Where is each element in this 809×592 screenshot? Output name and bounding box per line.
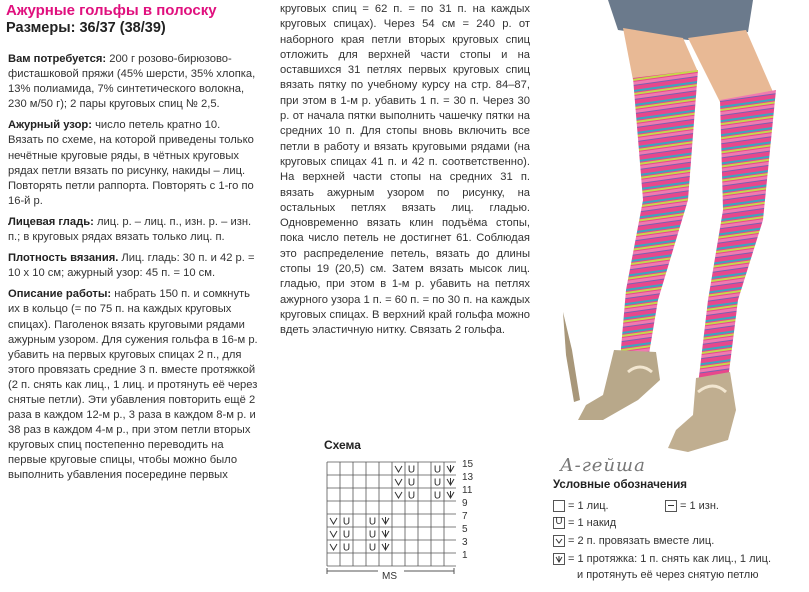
- chart-yarn-over-mark: U: [407, 477, 416, 489]
- instructions-continued-paragraph: круговых спиц = 62 п. = по 31 п. на каждых круговых спицах). Через 54 см = 240 р. от наборного края петли вторых круговых спиц отложить для верхней части стопы и на оставшихся 31 петлях первых круговых спиц вязать пятку по учебному курсу на стр. 84–87, при этом в 1-м р. убавить 1 п. = 30 п. Через 30 р. от начала пятки выполнить чашечку пятки на средних 10 п. Для стопы вновь включить все петли в работу и вязать круговыми рядами (на круговых спицах 41 п. и 42 п. соответственно). На верхней части стопы на средних 31 п. вязать ажурным узором по рисунку, на остальных петлях вязать лиц. гладью. Одновременно вязать клин подъёма стопы, пока число петель не достигнет 61. Соблюдая это распределение петель, вязать до длины стопы 19 (20,5) см. Затем вязать мысок лиц. гладью, при этом в 1-м р. убавить на петлях ажурного узора 1 п. = 60 п. = по 30 п. на каждых круговых спицах. В верхний край гольфа можно вдеть эластичную нитку. Связать 2 гольфа.: [280, 3, 530, 337]
- legend-item-s2kp: = 1 протяжка: 1 п. снять как лиц., 1 лиц.: [553, 553, 771, 565]
- chart-central-decrease-mark: [382, 543, 389, 550]
- lace-pattern-paragraph: Ажурный узор: число петель кратно 10. Вязать по схеме, на которой приведены только нечётные круговые ряды, в чётных круговых рядах петли вязать по рисунку, накиды – лиц. Повторять петли раппорта. Повторять с 1-го по 16-й р.: [8, 119, 254, 207]
- chart-yarn-over-mark: U: [433, 490, 442, 502]
- legend-title: Условные обозначения: [553, 479, 688, 491]
- gauge-paragraph: Плотность вязания. Лиц. гладь: 30 п. и 42 р. = 10 х 10 см; ажурный узор: 45 п. = 10 см.: [8, 252, 255, 280]
- legend-item-knit: = 1 лиц.: [553, 500, 609, 512]
- chart-k2tog-mark: [395, 466, 402, 472]
- row-number: 11: [462, 485, 473, 496]
- chart-yarn-over-mark: U: [433, 464, 442, 476]
- chart-k2tog-mark: [395, 492, 402, 498]
- chart-yarn-over-mark: U: [407, 490, 416, 502]
- chart-yarn-over-mark: U: [342, 542, 351, 554]
- chart-yarn-over-mark: U: [342, 529, 351, 541]
- chart-title: Схема: [324, 438, 361, 452]
- chart-central-decrease-mark: [382, 517, 389, 524]
- left-text-column: [8, 52, 258, 484]
- stockinette-paragraph: Лицевая гладь: лиц. р. – лиц. п., изн. р. – изн. п.; в круговых рядах вязать только лиц. п.: [8, 215, 252, 244]
- legend-item-purl: = 1 изн.: [665, 500, 719, 512]
- k2tog-icon: [553, 535, 565, 547]
- chart-k2tog-mark: [330, 531, 337, 537]
- yarn-over-icon: U: [553, 517, 565, 529]
- chart-yarn-over-mark: U: [342, 516, 351, 528]
- chart-central-decrease-mark: [447, 465, 454, 472]
- row-number: 5: [462, 524, 468, 535]
- chart-yarn-over-mark: U: [368, 516, 377, 528]
- chart-yarn-over-mark: U: [368, 529, 377, 541]
- sizes-label: Размеры: 36/37 (38/39): [6, 20, 166, 36]
- row-number: 15: [462, 459, 474, 470]
- legend-item-s2kp-continued: и протянуть её через снятую петлю: [577, 569, 759, 581]
- row-number: 1: [462, 550, 468, 561]
- chart-yarn-over-mark: U: [407, 464, 416, 476]
- knit-symbol-icon: [553, 500, 565, 512]
- chart-k2tog-mark: [395, 479, 402, 485]
- chart-central-decrease-mark: [382, 530, 389, 537]
- chart-k2tog-mark: [330, 518, 337, 524]
- row-number: 3: [462, 537, 468, 548]
- central-decrease-icon: [553, 553, 565, 565]
- chart-k2tog-mark: [330, 544, 337, 550]
- knitting-chart: [326, 460, 456, 572]
- row-number: 13: [462, 472, 474, 483]
- chart-central-decrease-mark: [447, 491, 454, 498]
- instructions-paragraph: Описание работы: набрать 150 п. и сомкнуть их в кольцо (= по 75 п. на каждых круговых спицах). Паголенок вязать круговыми рядами ажурным узором. Для сужения гольфа в 16-м р. убавить на первых круговых спицах 2 п., для этого провязать средние 3 п. вместе протяжкой (2 п. снять как лиц., 1 лиц. и протянуть её через снятые петли). Эти убавления повторить ещё 2 раза в каждом 12-м р., 3 раза в каждом 8-м р. и 38 раз в каждом 4-м р., при этом петли вторых круговых спиц постепенно переводить на первые круговые спицы, чтобы можно было выполнить убавления посередине первых: [8, 288, 258, 482]
- chart-yarn-over-mark: U: [368, 542, 377, 554]
- legend-item-yarn-over: U = 1 накид: [553, 517, 616, 529]
- watermark-signature: А-гейша: [560, 455, 646, 476]
- chart-yarn-over-mark: U: [433, 477, 442, 489]
- purl-symbol-icon: [665, 500, 677, 512]
- chart-central-decrease-mark: [447, 478, 454, 485]
- row-number: 9: [462, 498, 468, 509]
- product-photo: [548, 0, 809, 470]
- page-title: Ажурные гольфы в полоску: [6, 2, 217, 19]
- repeat-label: MS: [382, 571, 397, 582]
- row-number: 7: [462, 511, 468, 522]
- legend-item-k2tog: = 2 п. провязать вместе лиц.: [553, 535, 714, 547]
- materials-paragraph: Вам потребуется: 200 г розово-бирюзово-фисташковой пряжи (45% шерсти, 35% хлопка, 13% полиамида, 7% синтетического волокна, 230 м/50 г); 2 пары круговых спиц № 2,5.: [8, 53, 256, 111]
- right-text-column: [280, 2, 530, 345]
